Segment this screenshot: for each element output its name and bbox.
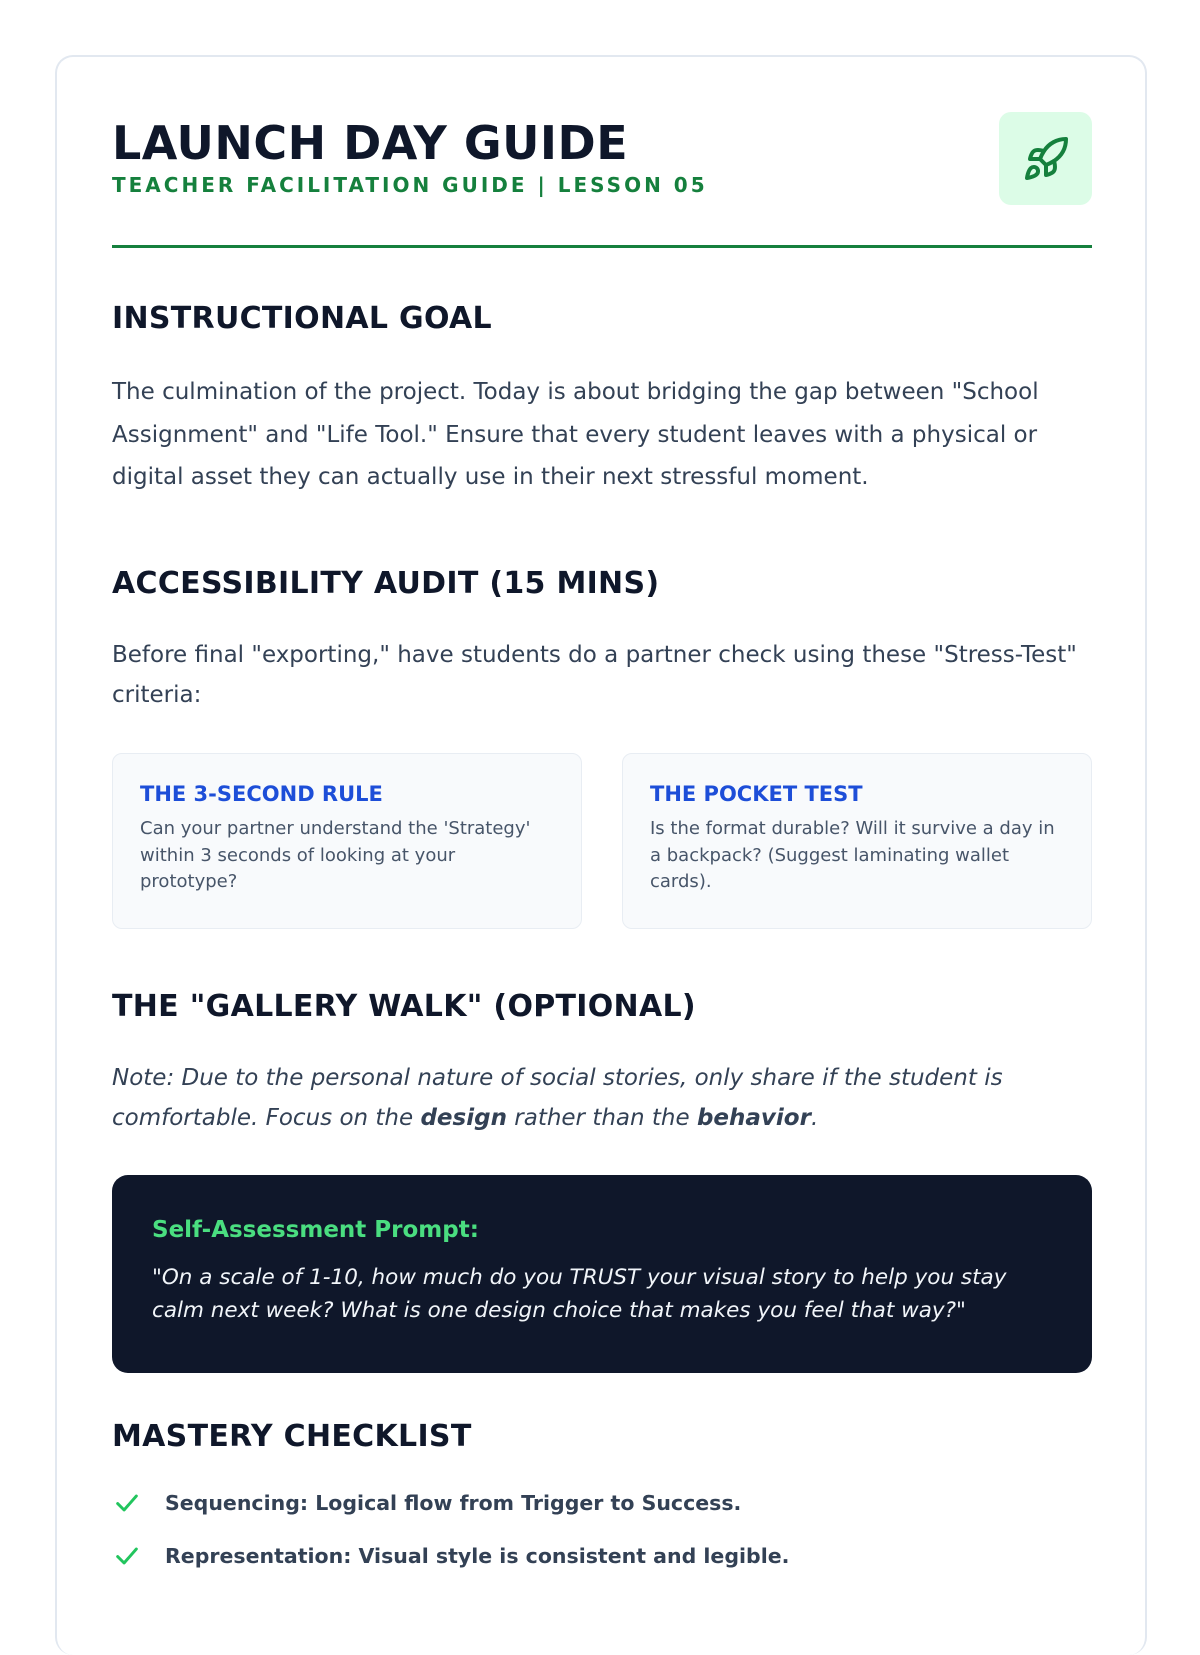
header-divider bbox=[112, 245, 1092, 248]
goal-text: The culmination of the project. Today is about bridging the gap between "School Assignment" and "Life Tool." Ensure that every student leaves with a physical or digital asset they can actually use in their next stressful moment. bbox=[112, 379, 1039, 490]
checklist-item-text: Representation: Visual style is consistent and legible. bbox=[165, 1544, 790, 1568]
goal-heading: INSTRUCTIONAL GOAL bbox=[112, 301, 492, 336]
criteria-card bbox=[112, 753, 582, 929]
gallery-note-text: Note: Due to the personal nature of social stories, only share if the student is comfortable. Focus on the bbox=[112, 1065, 1003, 1131]
gallery-note-text: . bbox=[810, 1105, 819, 1131]
header-badge bbox=[999, 112, 1092, 205]
criteria-card-title: THE POCKET TEST bbox=[650, 782, 863, 806]
criteria-card-title: THE 3-SECOND RULE bbox=[140, 782, 383, 806]
gallery-note-text: rather than the bbox=[506, 1105, 697, 1131]
gallery-note-emphasis: behavior bbox=[696, 1105, 811, 1131]
checklist-item-text: Sequencing: Logical flow from Trigger to Success. bbox=[165, 1491, 742, 1515]
page-subtitle: TEACHER FACILITATION GUIDE | LESSON 05 bbox=[112, 173, 708, 197]
checklist-item bbox=[112, 1488, 741, 1518]
gallery-note-emphasis: design bbox=[420, 1105, 507, 1131]
checklist-item bbox=[112, 1541, 789, 1571]
gallery-heading: THE "GALLERY WALK" (OPTIONAL) bbox=[112, 989, 696, 1024]
checklist-heading: MASTERY CHECKLIST bbox=[112, 1419, 472, 1454]
rocket-icon bbox=[1022, 135, 1070, 183]
self-assessment-callout bbox=[112, 1175, 1092, 1373]
callout-title: Self-Assessment Prompt: bbox=[152, 1217, 479, 1243]
gallery-note bbox=[112, 1058, 1092, 1138]
criteria-card-text: Is the format durable? Will it survive a day in a backpack? (Suggest laminating wallet cards). bbox=[650, 818, 1055, 892]
guide-card bbox=[55, 55, 1147, 1655]
audit-intro: Before final "exporting," have students do a partner check using these "Stress-Test" criteria: bbox=[112, 642, 1077, 708]
check-icon bbox=[112, 1488, 142, 1518]
callout-text: "On a scale of 1-10, how much do you TRUST your visual story to help you stay calm next week? What is one design choice that makes you feel that way?" bbox=[152, 1265, 1007, 1323]
criteria-card bbox=[622, 753, 1092, 929]
guide-header bbox=[112, 57, 1092, 247]
check-icon bbox=[112, 1541, 142, 1571]
criteria-card-text: Can your partner understand the 'Strategy' within 3 seconds of looking at your prototype? bbox=[140, 818, 531, 892]
audit-heading: ACCESSIBILITY AUDIT (15 MINS) bbox=[112, 566, 660, 601]
page-title: LAUNCH DAY GUIDE bbox=[112, 116, 629, 170]
